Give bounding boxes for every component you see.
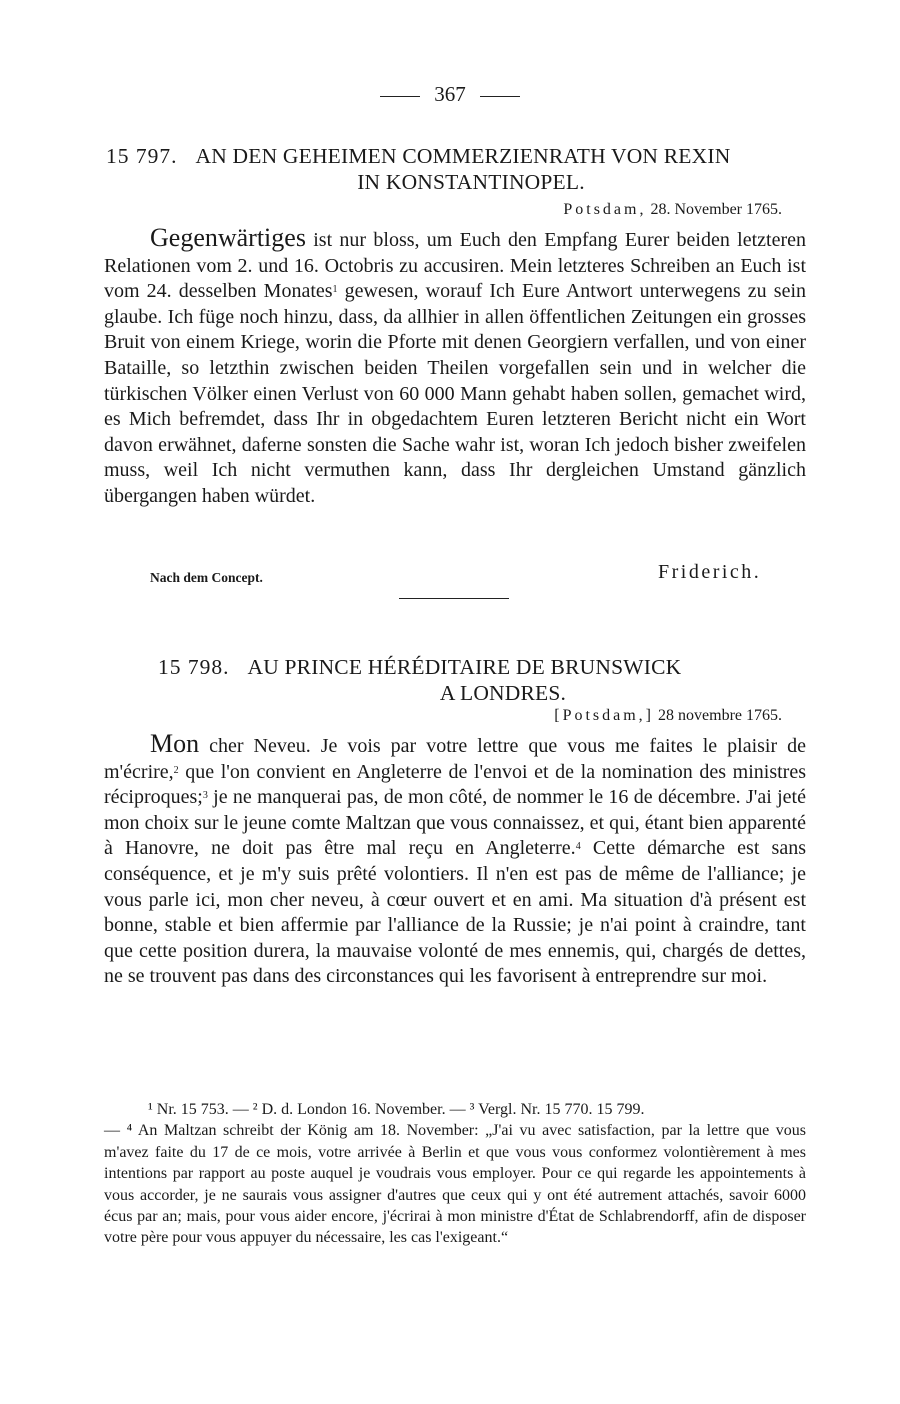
page-number: 367 [434,82,466,106]
footnote-ref-4: 4 [575,841,581,853]
footnote-line-1: ¹ Nr. 15 753. — ² D. d. London 16. November. — ³ Vergl. Nr. 15 770. 15 799. [148,1101,645,1118]
footnote-ref-1: 1 [332,284,338,296]
footnote-ref-2: 2 [173,764,179,776]
letter1-signature: Friderich. [658,561,762,583]
letter2-text-part4: Cette démarche est sans conséquence, et je m'y suis prêté volontiers. Il n'en est pas de même de l'alliance; je vous parle ici, mon cher neveu, à cœur ouvert et en ami. Ma situation d'à présent est bonne, stable et bien affermie par l'alliance de la Russie; je n'ai point à craindre, tant que cette position durera, la mauvaise volonté de mes ennemis, qui, chargés de dettes, ne se trouvent pas dans des circonstances qui les favorisent à entreprendre sur moi. [104,837,807,988]
letter1-heading [106,143,806,195]
header-dash-right [480,96,520,97]
letter1-title-line2: IN KONSTANTINOPEL. [357,170,585,194]
letter2-title-line1: AU PRINCE HÉRÉDITAIRE DE BRUNSWICK [247,655,682,679]
letter1-title-line1: AN DEN GEHEIMEN COMMERZIENRATH VON REXIN [195,144,731,168]
letter2-text-part1: cher Neveu. Je vois par votre lettre que vous me faites le plaisir de m'écrire, [104,735,806,783]
letter2-text-part2: que l'on convient en Angleterre de l'envoi et de la nomination des ministres réciproques; [104,760,806,809]
letter1-text-part2: gewesen, worauf Ich Eure Antwort unterwegens zu sein glaube. Ich füge noch hinzu, dass, da allhier in allen öffentlichen Zeitungen ein grosses Bruit von einem Kriege, worin die Pforte mit denen Georgiern verfallen, und von einer Bataille, so letzthin zwischen beiden Theilen vorgefallen sein und in welcher die türkischen Völker einen Verlust von 60 000 Mann gehabt haben sollen, gemachet wird, es Mich befremdet, dass Ihr in obgedachtem Euren letzteren Bericht nicht ein Wort davon erwähnet, daferne sonsten die Sache wahr ist, woran Ich jedoch bisher zweifelen muss, weil Ich nicht vermuthen kann, dass Ihr dergleichen Umstand gänzlich übergangen haben würdet. [104,280,807,507]
letter1-dateline [400,201,782,219]
letter2-date: 28 novembre 1765. [658,707,782,724]
letter1-date: 28. November 1765. [650,201,782,218]
letter1-source-note: Nach dem Concept. [150,570,263,585]
letter2-number: 15 798. [158,655,230,679]
letter2-body [104,729,807,990]
footnotes [104,1099,806,1249]
header-dash-left [380,96,420,97]
letter2-initial-word: Mon [150,729,200,758]
letter2-dateline [400,707,782,725]
letter2-place: [Potsdam,] [554,707,655,724]
letter2-title-line2: A LONDRES. [439,681,567,705]
letter1-text-part1: ist nur bloss, um Euch den Empfang Eurer beiden letzteren Relationen vom 2. und 16. Octobris zu accusiren. Mein letzteres Schreiben an Euch ist vom 24. desselben Monates [104,229,806,303]
letter2-text-part3: je ne manquerai pas, de mon côté, de nommer le 16 de décembre. J'ai jeté mon choix sur le jeune comte Maltzan que vous connaissez, et qui, étant bien apparenté à Hanovre, ne doit pas être mal reçu en Angleterre. [104,786,806,860]
page-header [0,82,900,107]
letter1-initial-word: Gegenwärtiges [150,223,306,252]
letter2-heading [158,654,758,706]
footnote-line-2: — ⁴ An Maltzan schreibt der König am 18. November: „J'ai vu avec satisfaction, par la lettre que vous m'avez faite du 17 de ce mois, votre arrivée à Berlin et que vous vous conformez volontièrement à mes intentions par rapport au poste auquel je voudrais vous employer. Pour ce qui regarde les appointements à vous accorder, je ne saurais vous assigner d'autres que ceux qui y ont été autrement attachés, savoir 6000 écus par an; mais, pour vous aider encore, j'écrirai à mon ministre d'État de Schlabrendorff, afin de disposer votre père pour vous appuyer du nécessaire, les cas l'exigeant.“ [104,1122,806,1247]
footnote-ref-3: 3 [202,790,208,802]
section-separator [399,598,509,599]
letter1-place: Potsdam, [563,201,647,218]
letter1-number: 15 797. [106,144,178,168]
letter1-body [104,223,807,510]
